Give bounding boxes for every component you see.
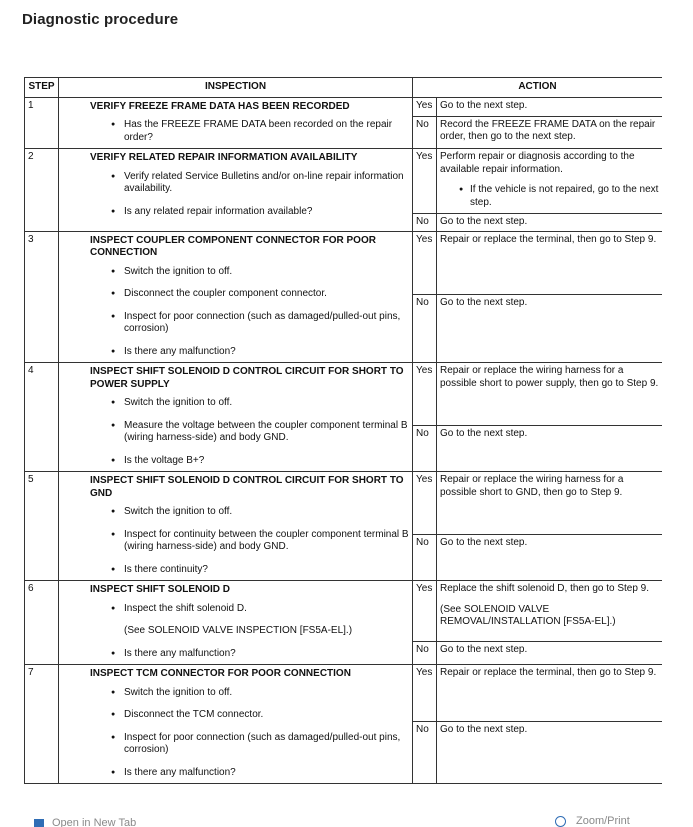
inspection-item: ● Switch the ignition to off. [62, 397, 409, 410]
yes-action-bullet: ● If the vehicle is not repaired, go to the next step. [440, 184, 659, 209]
table-row [25, 472, 663, 535]
inspection-cell [59, 231, 413, 363]
inspection-cell [59, 472, 413, 581]
inspection-item: ● Has the FREEZE FRAME DATA been recorded on the repair order? [62, 119, 409, 144]
no-label: No [413, 426, 437, 472]
step-title: INSPECT SHIFT SOLENOID D CONTROL CIRCUIT FOR SHORT TO GND [90, 475, 404, 499]
inspection-item: ● Disconnect the TCM connector. [62, 709, 409, 722]
inspection-item: ● Inspect for poor connection (such as damaged/pulled-out pins, corrosion) [62, 311, 409, 336]
viewer-bottom-bar [0, 813, 693, 827]
step-title: VERIFY RELATED REPAIR INFORMATION AVAILABILITY [90, 152, 358, 163]
yes-action [437, 363, 663, 426]
yes-action [437, 581, 663, 642]
new-tab-icon [34, 819, 44, 827]
inspection-item: ● Is there any malfunction? [62, 648, 409, 661]
yes-action [437, 665, 663, 722]
no-action: Go to the next step. [437, 722, 663, 784]
inspection-item: ● Inspect for poor connection (such as damaged/pulled-out pins, corrosion) [62, 732, 409, 757]
inspection-item: ● Is any related repair information available? [62, 206, 409, 219]
table-row [25, 363, 663, 426]
yes-action-text: Perform repair or diagnosis according to the available repair information. [440, 151, 635, 175]
step-title: INSPECT COUPLER COMPONENT CONNECTOR FOR POOR CONNECTION [90, 234, 376, 258]
zoom-print-label: Zoom/Print [576, 815, 630, 827]
yes-action-text: Go to the next step. [440, 99, 528, 111]
no-action: Record the FREEZE FRAME DATA on the repair order, then go to the next step. [437, 116, 663, 149]
inspection-item: ● Is there continuity? [62, 564, 409, 577]
yes-label: Yes [413, 665, 437, 722]
table-header-row [25, 78, 663, 98]
diagnostic-procedure-table [24, 77, 662, 784]
inspection-cell [59, 665, 413, 784]
step-title: VERIFY FREEZE FRAME DATA HAS BEEN RECORDED [90, 100, 350, 112]
no-label: No [413, 642, 437, 665]
inspection-cell [59, 97, 413, 149]
zoom-print-link[interactable] [555, 815, 630, 827]
yes-action-text: Repair or replace the terminal, then go to Step 9. [440, 667, 657, 678]
header-action: ACTION [413, 78, 663, 98]
step-number: 2 [25, 149, 59, 232]
zoom-icon [555, 816, 566, 827]
step-number: 4 [25, 363, 59, 472]
no-action: Go to the next step. [437, 294, 663, 363]
page-title: Diagnostic procedure [22, 11, 179, 28]
no-label: No [413, 722, 437, 784]
inspection-item: ● Disconnect the coupler component connector. [62, 288, 409, 301]
open-in-new-tab-link[interactable] [34, 817, 136, 827]
step-number: 5 [25, 472, 59, 581]
table-row [25, 665, 663, 722]
inspection-item: ● Verify related Service Bulletins and/or on-line repair information availability. [62, 171, 409, 196]
no-label: No [413, 294, 437, 363]
no-action: Go to the next step. [437, 426, 663, 472]
table-row [25, 97, 663, 116]
inspection-item: ● Is there any malfunction? [62, 767, 409, 780]
step-number: 3 [25, 231, 59, 363]
yes-action-reference: (See SOLENOID VALVE REMOVAL/INSTALLATION [FS5A-EL].) [440, 603, 616, 627]
inspection-item: ● Inspect for continuity between the coupler component terminal B (wiring harness-side) and body GND. [62, 529, 409, 554]
yes-label: Yes [413, 97, 437, 116]
step-title: INSPECT TCM CONNECTOR FOR POOR CONNECTION [90, 668, 351, 679]
yes-label: Yes [413, 581, 437, 642]
table-row [25, 149, 663, 214]
inspection-cell [59, 149, 413, 232]
inspection-note: (See SOLENOID VALVE INSPECTION [FS5A-EL].) [124, 625, 353, 636]
step-title: INSPECT SHIFT SOLENOID D [90, 584, 231, 595]
yes-action [437, 472, 663, 535]
yes-label: Yes [413, 231, 437, 294]
yes-label: Yes [413, 363, 437, 426]
inspection-item: ● Is there any malfunction? [62, 346, 409, 359]
yes-action [437, 231, 663, 294]
step-number: 7 [25, 665, 59, 784]
inspection-item: ● Is the voltage B+? [62, 455, 409, 468]
inspection-item: ● Inspect the shift solenoid D. [62, 603, 409, 616]
step-number: 6 [25, 581, 59, 665]
inspection-item: ● Switch the ignition to off. [62, 506, 409, 519]
header-inspection: INSPECTION [59, 78, 413, 98]
inspection-item: ● Measure the voltage between the coupler component terminal B (wiring harness-side) and body GND. [62, 420, 409, 445]
yes-action-text: Repair or replace the wiring harness for a possible short to GND, then go to Step 9. [440, 474, 624, 498]
step-number: 1 [25, 97, 59, 149]
step-title: INSPECT SHIFT SOLENOID D CONTROL CIRCUIT FOR SHORT TO POWER SUPPLY [90, 366, 404, 390]
yes-action-text: Replace the shift solenoid D, then go to Step 9. [440, 583, 650, 594]
yes-label: Yes [413, 149, 437, 214]
no-label: No [413, 535, 437, 581]
yes-label: Yes [413, 472, 437, 535]
inspection-item: ● Switch the ignition to off. [62, 266, 409, 279]
inspection-item: ● Switch the ignition to off. [62, 687, 409, 700]
header-step: STEP [25, 78, 59, 98]
yes-action [437, 97, 663, 116]
no-action: Go to the next step. [437, 642, 663, 665]
no-action: Go to the next step. [437, 535, 663, 581]
yes-action-text: Repair or replace the terminal, then go to Step 9. [440, 233, 657, 245]
procedure-table-frame [24, 77, 662, 813]
no-action: Go to the next step. [437, 214, 663, 232]
table-row [25, 581, 663, 642]
no-label: No [413, 214, 437, 232]
yes-action-text: Repair or replace the wiring harness for a possible short to power supply, then go to Step 9. [440, 365, 659, 389]
no-label: No [413, 116, 437, 149]
yes-action [437, 149, 663, 214]
table-row [25, 231, 663, 294]
inspection-cell [59, 581, 413, 665]
inspection-cell [59, 363, 413, 472]
open-in-new-tab-label: Open in New Tab [52, 817, 137, 827]
